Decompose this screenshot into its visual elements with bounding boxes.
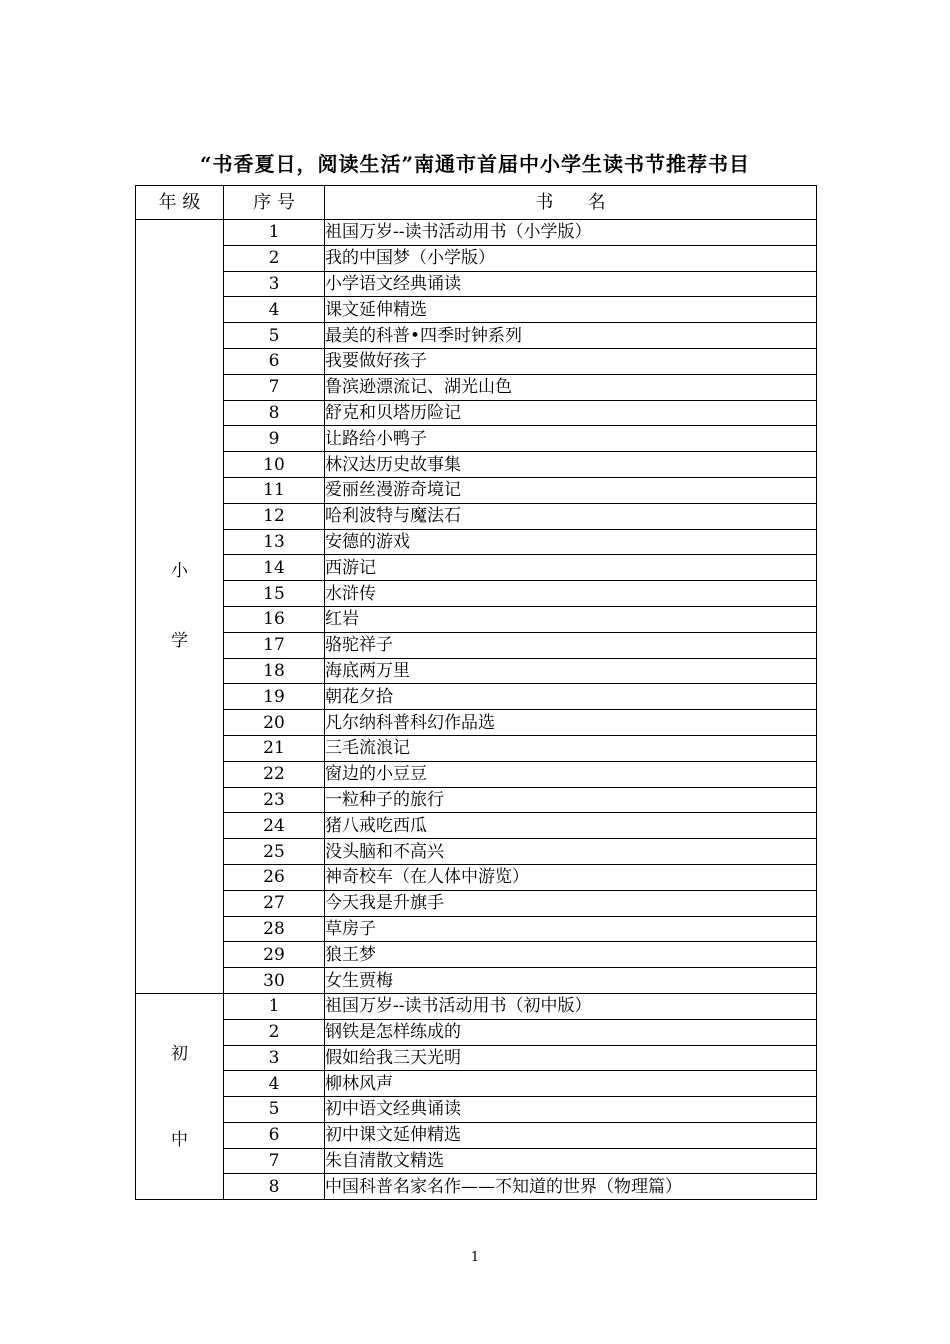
table-row xyxy=(136,1071,817,1097)
book-title-cell: 一粒种子的旅行 xyxy=(325,787,817,813)
book-number-cell: 26 xyxy=(224,864,325,890)
book-number-cell: 17 xyxy=(224,632,325,658)
table-row xyxy=(136,323,817,349)
book-title-cell: 没头脑和不高兴 xyxy=(325,839,817,865)
document-title: “书香夏日，阅读生活”南通市首届中小学生读书节推荐书目 xyxy=(199,152,750,176)
table-row xyxy=(136,426,817,452)
book-number-cell: 1 xyxy=(224,993,325,1019)
book-title-cell: 狼王梦 xyxy=(325,942,817,968)
book-title-cell: 祖国万岁--读书活动用书（小学版） xyxy=(325,220,817,246)
table-row xyxy=(136,1174,817,1200)
table-row xyxy=(136,761,817,787)
book-title-cell: 祖国万岁--读书活动用书（初中版） xyxy=(325,993,817,1019)
book-title-cell: 最美的科普•四季时钟系列 xyxy=(325,323,817,349)
book-title-cell: 钢铁是怎样练成的 xyxy=(325,1019,817,1045)
table-row xyxy=(136,968,817,994)
table-row xyxy=(136,477,817,503)
book-number-cell: 6 xyxy=(224,348,325,374)
book-title-cell: 中国科普名家名作——不知道的世界（物理篇） xyxy=(325,1174,817,1200)
table-row xyxy=(136,916,817,942)
book-number-cell: 19 xyxy=(224,684,325,710)
table-row xyxy=(136,864,817,890)
book-title-cell: 草房子 xyxy=(325,916,817,942)
book-number-cell: 11 xyxy=(224,477,325,503)
book-number-cell: 8 xyxy=(224,1174,325,1200)
book-title-cell: 窗边的小豆豆 xyxy=(325,761,817,787)
book-number-cell: 3 xyxy=(224,271,325,297)
table-row xyxy=(136,787,817,813)
table-body xyxy=(136,220,817,1200)
table-row xyxy=(136,1148,817,1174)
number-column-header: 序 号 xyxy=(224,186,325,220)
book-title-cell: 三毛流浪记 xyxy=(325,735,817,761)
table-row xyxy=(136,890,817,916)
table-row xyxy=(136,503,817,529)
book-number-cell: 7 xyxy=(224,1148,325,1174)
book-number-cell: 5 xyxy=(224,323,325,349)
book-title-cell: 海底两万里 xyxy=(325,658,817,684)
table-row xyxy=(136,942,817,968)
book-title-cell: 安德的游戏 xyxy=(325,529,817,555)
book-title-cell: 爱丽丝漫游奇境记 xyxy=(325,477,817,503)
grade-level-char: 中 xyxy=(171,1129,188,1150)
book-number-cell: 5 xyxy=(224,1097,325,1123)
table-row xyxy=(136,1019,817,1045)
book-title-cell: 骆驼祥子 xyxy=(325,632,817,658)
book-title-cell: 朝花夕拾 xyxy=(325,684,817,710)
book-number-cell: 27 xyxy=(224,890,325,916)
page-number: 1 xyxy=(470,1250,480,1265)
book-number-cell: 28 xyxy=(224,916,325,942)
grade-level-char: 初 xyxy=(171,1043,188,1064)
book-title-cell: 西游记 xyxy=(325,555,817,581)
book-title-cell: 哈利波特与魔法石 xyxy=(325,503,817,529)
book-title-cell: 女生贾梅 xyxy=(325,968,817,994)
book-title-cell: 假如给我三天光明 xyxy=(325,1045,817,1071)
book-number-cell: 16 xyxy=(224,606,325,632)
table-row xyxy=(136,993,817,1019)
book-number-cell: 1 xyxy=(224,220,325,246)
table-header-row xyxy=(136,186,817,220)
book-number-cell: 2 xyxy=(224,245,325,271)
book-title-cell: 初中课文延伸精选 xyxy=(325,1122,817,1148)
book-number-cell: 12 xyxy=(224,503,325,529)
book-number-cell: 24 xyxy=(224,813,325,839)
table-row xyxy=(136,348,817,374)
book-number-cell: 22 xyxy=(224,761,325,787)
book-number-cell: 13 xyxy=(224,529,325,555)
book-number-cell: 4 xyxy=(224,1071,325,1097)
table-row xyxy=(136,684,817,710)
table-row xyxy=(136,735,817,761)
book-number-cell: 8 xyxy=(224,400,325,426)
table-row xyxy=(136,220,817,246)
book-number-cell: 7 xyxy=(224,374,325,400)
grade-level-char: 小 xyxy=(171,561,188,582)
book-number-cell: 10 xyxy=(224,452,325,478)
book-number-cell: 15 xyxy=(224,581,325,607)
book-number-cell: 9 xyxy=(224,426,325,452)
book-number-cell: 2 xyxy=(224,1019,325,1045)
book-title-cell: 鲁滨逊漂流记、湖光山色 xyxy=(325,374,817,400)
book-title-cell: 凡尔纳科普科幻作品选 xyxy=(325,710,817,736)
book-title-cell: 小学语文经典诵读 xyxy=(325,271,817,297)
grade-level-cell xyxy=(136,220,224,994)
book-title-cell: 神奇校车（在人体中游览） xyxy=(325,864,817,890)
book-title-cell: 让路给小鸭子 xyxy=(325,426,817,452)
table-row xyxy=(136,813,817,839)
table-row xyxy=(136,271,817,297)
book-title-cell: 舒克和贝塔历险记 xyxy=(325,400,817,426)
title-column-header: 书 名 xyxy=(325,186,817,220)
table-row xyxy=(136,297,817,323)
book-number-cell: 23 xyxy=(224,787,325,813)
table-row xyxy=(136,1122,817,1148)
table-row xyxy=(136,606,817,632)
table-row xyxy=(136,555,817,581)
book-number-cell: 3 xyxy=(224,1045,325,1071)
table-row xyxy=(136,529,817,555)
book-number-cell: 21 xyxy=(224,735,325,761)
book-title-cell: 我的中国梦（小学版） xyxy=(325,245,817,271)
book-title-cell: 红岩 xyxy=(325,606,817,632)
table-row xyxy=(136,452,817,478)
table-row xyxy=(136,245,817,271)
book-title-cell: 猪八戒吃西瓜 xyxy=(325,813,817,839)
book-number-cell: 30 xyxy=(224,968,325,994)
grade-level-cell xyxy=(136,993,224,1199)
book-number-cell: 6 xyxy=(224,1122,325,1148)
book-number-cell: 29 xyxy=(224,942,325,968)
book-list-table xyxy=(135,185,817,1200)
table-row xyxy=(136,632,817,658)
book-number-cell: 18 xyxy=(224,658,325,684)
table-row xyxy=(136,400,817,426)
book-title-cell: 今天我是升旗手 xyxy=(325,890,817,916)
book-title-cell: 初中语文经典诵读 xyxy=(325,1097,817,1123)
book-title-cell: 水浒传 xyxy=(325,581,817,607)
table-row xyxy=(136,710,817,736)
table-row xyxy=(136,839,817,865)
book-title-cell: 柳林风声 xyxy=(325,1071,817,1097)
grade-level-char: 学 xyxy=(171,631,188,652)
table-row xyxy=(136,1097,817,1123)
book-number-cell: 14 xyxy=(224,555,325,581)
book-number-cell: 20 xyxy=(224,710,325,736)
table-row xyxy=(136,374,817,400)
book-number-cell: 4 xyxy=(224,297,325,323)
table-row xyxy=(136,658,817,684)
book-number-cell: 25 xyxy=(224,839,325,865)
table-row xyxy=(136,1045,817,1071)
book-title-cell: 朱自清散文精选 xyxy=(325,1148,817,1174)
table-row xyxy=(136,581,817,607)
book-title-cell: 我要做好孩子 xyxy=(325,348,817,374)
book-title-cell: 课文延伸精选 xyxy=(325,297,817,323)
book-title-cell: 林汉达历史故事集 xyxy=(325,452,817,478)
grade-column-header: 年 级 xyxy=(136,186,224,220)
